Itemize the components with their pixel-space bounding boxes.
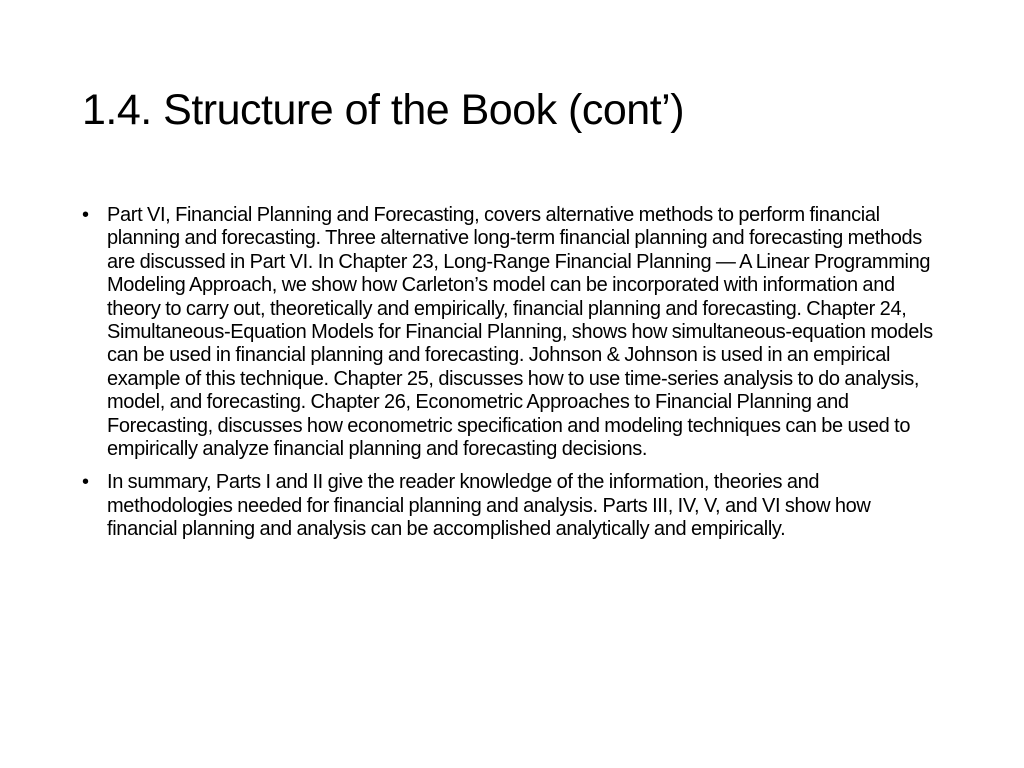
slide-title: 1.4. Structure of the Book (cont’) [82,86,685,134]
bullet-item [82,471,944,541]
bullet-list [82,204,944,552]
bullet-dot-icon: • [82,471,89,494]
bullet-dot-icon: • [82,204,89,226]
bullet-item [82,204,944,461]
bullet-text: In summary, Parts I and II give the reader knowledge of the information, theories and methodologies needed for financial planning and analysis. Parts III, IV, V, and VI show how financial planning and analysis can be accomplished analytically and empirically. [107,471,871,541]
bullet-text: Part VI, Financial Planning and Forecasting, covers alternative methods to perform financial planning and forecasting. Three alternative long-term financial planning and forecasting methods are discussed in Part VI. In Chapter 23, Long-Range Financial Planning — A Linear Programming Modeling Approach, we show how Carleton’s model can be incorporated with information and theory to carry out, theoretically and empirically, financial planning and forecasting. Chapter 24, Simultaneous-Equation Models for Financial Planning, shows how simultaneous-equation models can be used in financial planning and forecasting. Johnson & Johnson is used in an empirical example of this technique. Chapter 25, discusses how to use time-series analysis to do analysis, model, and forecasting. Chapter 26, Econometric Approaches to Financial Planning and Forecasting, discusses how econometric specification and modeling techniques can be used to empirically analyze financial planning and forecasting decisions. [107,204,933,461]
